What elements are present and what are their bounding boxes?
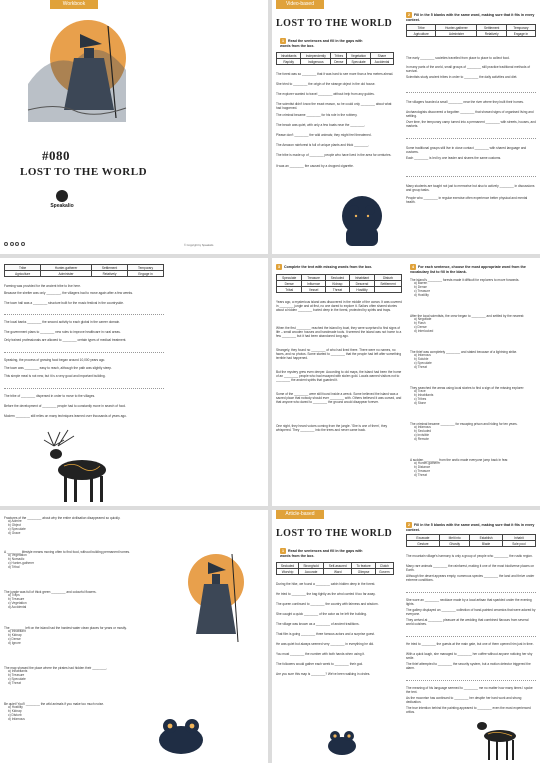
- cover-title: LOST TO THE WORLD: [20, 166, 148, 178]
- paragraph: Years ago, a mysterious island was discovered in the middle of the ocean. It was covered in ________ jungle and at first, no one dared to explore it. Sailors often shared stories about a hidden ________ buried deep in the forest, protected by spirits and traps.: [276, 300, 402, 313]
- ex3-word-box: Speculate Treasure Secluded Inhabitant Disturb Dense Influence Kidnap Descend Settlement Tribal Vessel Threat Hostility: [276, 274, 402, 293]
- page-cover: [0, 0, 268, 254]
- sentence: The queen continued to ________ the country with fairness and wisdom.: [276, 602, 379, 606]
- sentence: People who ________ in regular exercise often experience better physical and mental health.: [406, 196, 528, 205]
- option[interactable]: a) Barren: [414, 281, 428, 286]
- ex2-word-box: Tribe Hunter-gatherer Settlement Temporary Agriculture Administer Relatively Engage in: [406, 24, 536, 37]
- list-item: This simple meal is not new, but it is a very good and important building.: [4, 374, 106, 378]
- option[interactable]: d) Threat: [414, 473, 427, 478]
- mcq-item: The island's ________ forests made it difficult for explorers to move forwards. a) Barren b) Dense c) Treasure d) Hostility: [410, 278, 536, 298]
- instagram-icon[interactable]: [4, 242, 8, 246]
- list-item: Because the shelter was only ________, the villagers had to move again after a few weeks.: [4, 291, 133, 295]
- list-item: Only trained professionals are allowed to ________ certain types of medical treatment.: [4, 338, 127, 342]
- sentence: Are you sure this map is ________? We've been walking in circles.: [276, 672, 371, 676]
- option[interactable]: b) Kidnap: [8, 633, 22, 638]
- sentence: The beach was quiet, with only a few boats near the ________.: [276, 123, 366, 127]
- sentence: She wore an ________ necklace made by a local artisan that sparkled under the evening lights.: [406, 598, 532, 607]
- option[interactable]: a) Vegetation: [8, 553, 27, 558]
- sentence: As the moonrise has continued to ________ her despite her hard work and strong dedication.: [406, 696, 522, 705]
- sentence: Many students are taught not just to memorise but also to actively ________ in discussions and group tasks.: [406, 184, 535, 193]
- ex1-instruction: 1 Read the sentences and fill in the gaps with words from the box.: [280, 548, 363, 558]
- paragraph: Strangely, they found no ________ of who had lived there. There were no names, no faces, and no photos. Some started to ________ that the people had left after something terrible had happened.: [276, 348, 402, 361]
- sentence: In many parts of the world, small groups of ________ still practice traditional methods of survival.: [406, 65, 531, 74]
- page-article-based: [272, 510, 540, 763]
- ex2-instruction: 2 Fill in the 5 blanks with the same word, making sure that it fits in every context.: [406, 12, 535, 22]
- page-title: LOST TO THE WORLD: [276, 18, 393, 29]
- sentence: Some traditional groups still live in close contact ________ with shared language and customs.: [406, 146, 527, 155]
- social-icons: [4, 242, 25, 246]
- option[interactable]: c) Disturb: [8, 713, 22, 718]
- sentence: The true intention behind the painting appeared to ________ even the most experienced critics.: [406, 706, 531, 715]
- sentence: Each ________ is led by one leader and shares the same customs.: [406, 156, 502, 160]
- list-item: The tribe of ________ dispersed in order to move to the villages.: [4, 394, 96, 398]
- option[interactable]: b) Treasure: [8, 673, 25, 678]
- sentence: The criminal became ________ for his role in the robbery.: [276, 113, 358, 117]
- option[interactable]: b) Treasure: [8, 597, 25, 602]
- paragraph: Some of the ________ were still found inside a wreck. Some believed the island was a sacred place that nobody should ever ________ with. Others believed it was cursed, and that anyone who dared to ________ the ground would disappear forever.: [276, 392, 402, 405]
- sentence: Although the desert appears empty, numerous species ________ the land and thrive under extreme conditions.: [406, 574, 535, 583]
- ex2-number: 2: [408, 13, 410, 17]
- option[interactable]: c) Hunter-gatherer: [8, 561, 35, 566]
- option[interactable]: c) Speculate: [8, 527, 26, 532]
- sentence: Over time, the temporary camp turned into a permanent ________ with streets, houses, and markets.: [406, 120, 536, 129]
- paragraph: When the first ________ reached the island by boat, they were surprised to find signs of life – small wooden houses and handmade tools. It seemed the island was not home to a few ________ but it had been abandoned long ago.: [276, 326, 402, 339]
- mcq-item: They searched the areas using local stories to find a sign of the missing explorer: a) Trace b) Inhabitants c) Tribes d) Stone: [410, 386, 536, 406]
- copyright: © Copyright by Speakalio: [184, 244, 214, 247]
- option[interactable]: d) Grace: [8, 531, 21, 536]
- option[interactable]: c) Vegetation: [8, 601, 27, 606]
- sentence: The explorer wanted to travel ________ without help from any guides.: [276, 92, 375, 96]
- sentence: He tried to ________ the bag tightly as the wind carried it too far away.: [276, 592, 376, 596]
- ex3-number: 3: [278, 265, 280, 269]
- option[interactable]: d) Infamous: [8, 717, 25, 722]
- option[interactable]: b) Nomadic: [8, 557, 25, 562]
- speakalio-logo: Speakalio: [42, 190, 82, 209]
- mcq-item: The thief was completely ________ and stated because of a lightning strike. a) Infamous b) Soluble c) Speculate d) Threat: [410, 350, 536, 370]
- option[interactable]: b) Secluded: [414, 429, 432, 434]
- list-item: The local banks ________ the second activity to each global in the career domain.: [4, 320, 121, 324]
- mcq-item: After the local scientists, the crew began to ________ and settled by the nearest: a) Negotiate b) Flash c) Dense d) Interlocked: [410, 314, 536, 334]
- option[interactable]: d) Remote: [414, 437, 429, 442]
- option[interactable]: c) Dense: [414, 325, 427, 330]
- mcq-item: The jungle was full of thick green ________ and colourful flowers. a) Traps b) Treasure c) Vegetation d) Accidental: [4, 590, 134, 610]
- samurai-illustration: [18, 14, 130, 122]
- mcq-item: Be quiet! You'll ________ the wild animals if you make too much noise. a) Hostility b) Kidnap c) Disturb d) Infamous: [4, 702, 134, 722]
- sentence: During the hike, we found a ________ cabin hidden deep in the forest.: [276, 582, 376, 586]
- samurai-small-illustration: [170, 546, 254, 646]
- option[interactable]: d) Threat: [8, 681, 21, 686]
- sentence: Many rare animals ________ the rainforest, making it one of the most biodiverse places on Earth.: [406, 564, 535, 573]
- sentence: The tribe is made up of ________ people who have lived in the area for centuries.: [276, 153, 392, 157]
- mcq-item: The criminal became ________ for escaping prison and hiding for ten years. a) Infamous b) Secluded c) Invisible d) Remote: [410, 422, 536, 442]
- ex1-word-box: Secluded Stronghold Self-assured To feature Clutch Worship Accurate Ward Glimpse Govern: [276, 562, 394, 575]
- page-multiple-choice: [0, 510, 268, 763]
- option[interactable]: d) Threat: [414, 365, 427, 370]
- sentence: The thief attempted to ________ the security system, but a motion detector triggered the alarm.: [406, 662, 531, 671]
- sentence: The Amazon rainforest is full of unique plants and thick ________.: [276, 143, 370, 147]
- word-box: Tribe Hunter-gatherer Settlement Temporary Agriculture Administer Relatively Engage in: [4, 264, 164, 277]
- list-item: Modern ________ still relies on many techniques learned over thousands of years ago.: [4, 414, 127, 418]
- sentence: He was quiet but always seemed very ________ in everything he did.: [276, 642, 374, 646]
- sentence: She tried to ________ the origin of the strange object in the old house.: [276, 82, 376, 86]
- ex2-number: 2: [408, 523, 410, 527]
- option[interactable]: b) Object: [8, 523, 21, 528]
- page-title: LOST TO THE WORLD: [276, 528, 393, 539]
- option[interactable]: d) Interlocked: [414, 329, 434, 334]
- ex1-number: 1: [282, 39, 284, 43]
- list-item: Before the development of ________ people had to constantly move in search of food.: [4, 404, 126, 408]
- page-video-based: [272, 0, 540, 254]
- option[interactable]: b) Dense: [414, 285, 427, 290]
- ex2-instruction: 2 Fill in the 5 blanks with the same word, making sure that it fits in every context.: [406, 522, 535, 532]
- video-based-tab: Video-based: [276, 0, 324, 9]
- sentence: He tried to ________ the guests at the main gate, but one of them opened him just in time.: [406, 642, 534, 646]
- list-item: The town was ________ easy to reach, although the path was slightly steep.: [4, 366, 112, 370]
- option[interactable]: a) Trace: [414, 389, 426, 394]
- small-frog-illustration: [322, 722, 362, 758]
- list-item: Farming was provided for the ancient tribe to live here.: [4, 284, 81, 288]
- option[interactable]: c) Invisible: [414, 433, 430, 438]
- sentence: The meaning of his language seemed to ________ me no matter how many times I spoke the text.: [406, 686, 533, 695]
- option[interactable]: d) Ignore: [8, 641, 21, 646]
- mcq-item: The ________ left on the island had the hardest water clean places for years or mostly. a) Inhabitant b) Kidnap c) Dense d) Ignore: [4, 626, 134, 646]
- option[interactable]: c) Treasure: [414, 469, 431, 474]
- paragraph: But the mystery grew even deeper. According to old maps, the island had been the home of an ________ people who had escaped with stolen gold. Locals warned visitors not to ________ the ancient spirits that guarded it.: [276, 370, 402, 383]
- pinterest-icon[interactable]: [15, 242, 19, 246]
- workbook-tab: Workbook: [50, 0, 98, 9]
- option[interactable]: a) Negotiate: [414, 317, 432, 322]
- ex1-number: 1: [282, 549, 284, 553]
- option[interactable]: a) Hunter-gatherer: [414, 461, 441, 466]
- option[interactable]: d) Stone: [414, 401, 427, 406]
- option[interactable]: b) Kidnap: [8, 709, 22, 714]
- ex4-number: 4: [412, 265, 414, 269]
- option[interactable]: a) Infamous: [414, 353, 431, 358]
- option[interactable]: a) Inhabitants: [8, 669, 28, 674]
- list-item: The town hall was a ________ structure built for the music festival in the countryside.: [4, 301, 124, 305]
- sentence: The forest was so ________ that it was hard to see more than a few metres ahead.: [276, 72, 394, 76]
- sentence: The villagers founded a small ________ near the river where they built their homes.: [406, 100, 524, 104]
- paragraph: One night, they heard voices coming from the jungle. 'She is one of them', they whispered. They ________ into the trees and never came back.: [276, 424, 388, 433]
- sentence: They arrived at ________ pleasure at the wedding that combined flavours from several world cuisines.: [406, 618, 529, 627]
- ex1-word-box: Inhabitants Independently Tribes Vegetation Share Rapidly Indigenous Dense Speculate Accidental: [276, 52, 394, 65]
- mcq-item: A ________ lifestyle means moving often to find food, without building permanent homes. a) Vegetation b) Nomadic c) Hunter-gatherer d) Tribal: [4, 550, 134, 570]
- option[interactable]: d) Hostility: [414, 293, 429, 298]
- sentence: The mountain village's harmony is only a group of people who ________ the rustic region.: [406, 554, 533, 558]
- sentence: Please don't ________ the wild animals; they might feel threatened.: [276, 133, 372, 137]
- option[interactable]: a) Infamous: [414, 425, 431, 430]
- youtube-icon[interactable]: [21, 242, 25, 246]
- ex2-word-box: Excavate Melt into Establish Inhabit Gesture Ghostly Blade Sole pool: [406, 534, 536, 547]
- bear-illustration: [332, 186, 392, 250]
- sentence: She caught a quick ________ of the actor as he left the building.: [276, 612, 367, 616]
- mcq-item: Fractures of the ________ about why the entire civilisation disappeared so quickly. a) Admire b) Object c) Speculate d) Grace: [4, 516, 134, 536]
- sentence: It was an ________ fire caused by a dropped cigarette.: [276, 164, 354, 168]
- sentence: The gallery displayed an ________ collection of hand-painted ceramics that were adored by everyone.: [406, 608, 536, 617]
- fawn-illustration: [468, 716, 528, 762]
- deer-illustration: [34, 428, 120, 504]
- option[interactable]: c) Dense: [8, 637, 21, 642]
- sentence: The early ________ societies travelled from place to place to collect food.: [406, 56, 510, 60]
- option[interactable]: d) Tribal: [8, 565, 20, 570]
- option[interactable]: c) Speculate: [414, 361, 432, 366]
- option[interactable]: c) Speculate: [8, 677, 26, 682]
- sentence: With a quick laugh, she managed to ________ her coffee without anyone noticing her shy smile.: [406, 652, 533, 661]
- speakalio-bird-icon: [56, 190, 68, 202]
- option[interactable]: a) Admire: [8, 519, 22, 524]
- facebook-icon[interactable]: [10, 242, 14, 246]
- article-based-tab: Article-based: [276, 510, 324, 519]
- option[interactable]: a) Inhabitant: [8, 629, 26, 634]
- option[interactable]: c) Tribes: [414, 397, 427, 402]
- option[interactable]: b) Soluble: [414, 357, 429, 362]
- sentence: The village was known as a ________ of ancient traditions.: [276, 622, 360, 626]
- option[interactable]: c) Treasure: [414, 289, 431, 294]
- sentence: You must ________ the number with both hands when using it.: [276, 652, 365, 656]
- option[interactable]: b) Flash: [414, 321, 426, 326]
- option[interactable]: a) Traps: [8, 593, 20, 598]
- option[interactable]: a) Hostility: [8, 705, 23, 710]
- ex4-instruction: 4 For each sentence, choose the most appropriate word from the vocabulary list to fill in the blank.: [410, 264, 526, 274]
- page-text-completion: [272, 258, 540, 506]
- issue-number: #080: [42, 148, 70, 163]
- page-vocabulary: [0, 258, 268, 506]
- list-item: Speaking, the process of growing food began around 10,000 years ago.: [4, 358, 106, 362]
- list-item: The government plans to ________ new rules to improve healthcare in rural areas.: [4, 330, 121, 334]
- sentence: The followers would gather each week to ________ their god.: [276, 662, 364, 666]
- ex3-instruction: 3 Complete the text with missing words from the box.: [278, 264, 373, 269]
- sentence: The scientist didn't know the exact reason, so he could only ________ about what had happened.: [276, 102, 392, 111]
- mcq-item: A sudden ________ from the arctic made everyone jump back in fear. a) Hunter-gatherer b) Distance c) Treasure d) Threat: [410, 458, 536, 478]
- mcq-item: The map showed the place where the pirates had hidden their ________. a) Inhabitants b) Treasure c) Speculate d) Threat: [4, 666, 134, 686]
- ex1-instruction: 1 Read the sentences and fill in the gaps with words from the box.: [280, 38, 363, 48]
- sentence: Archaeologists discovered a forgotten ________ that showed signs of organised living and settling.: [406, 110, 534, 119]
- frog-illustration: [150, 706, 212, 758]
- sentence: That film is going ________ three famous actors and a surprise guest.: [276, 632, 375, 636]
- option[interactable]: d) Accidental: [8, 605, 27, 610]
- option[interactable]: b) Distance: [414, 465, 431, 470]
- sentence: Scientists study ancient tribes in order to ________ the daily activities and diet.: [406, 75, 518, 79]
- option[interactable]: b) Inhabitants: [414, 393, 434, 398]
